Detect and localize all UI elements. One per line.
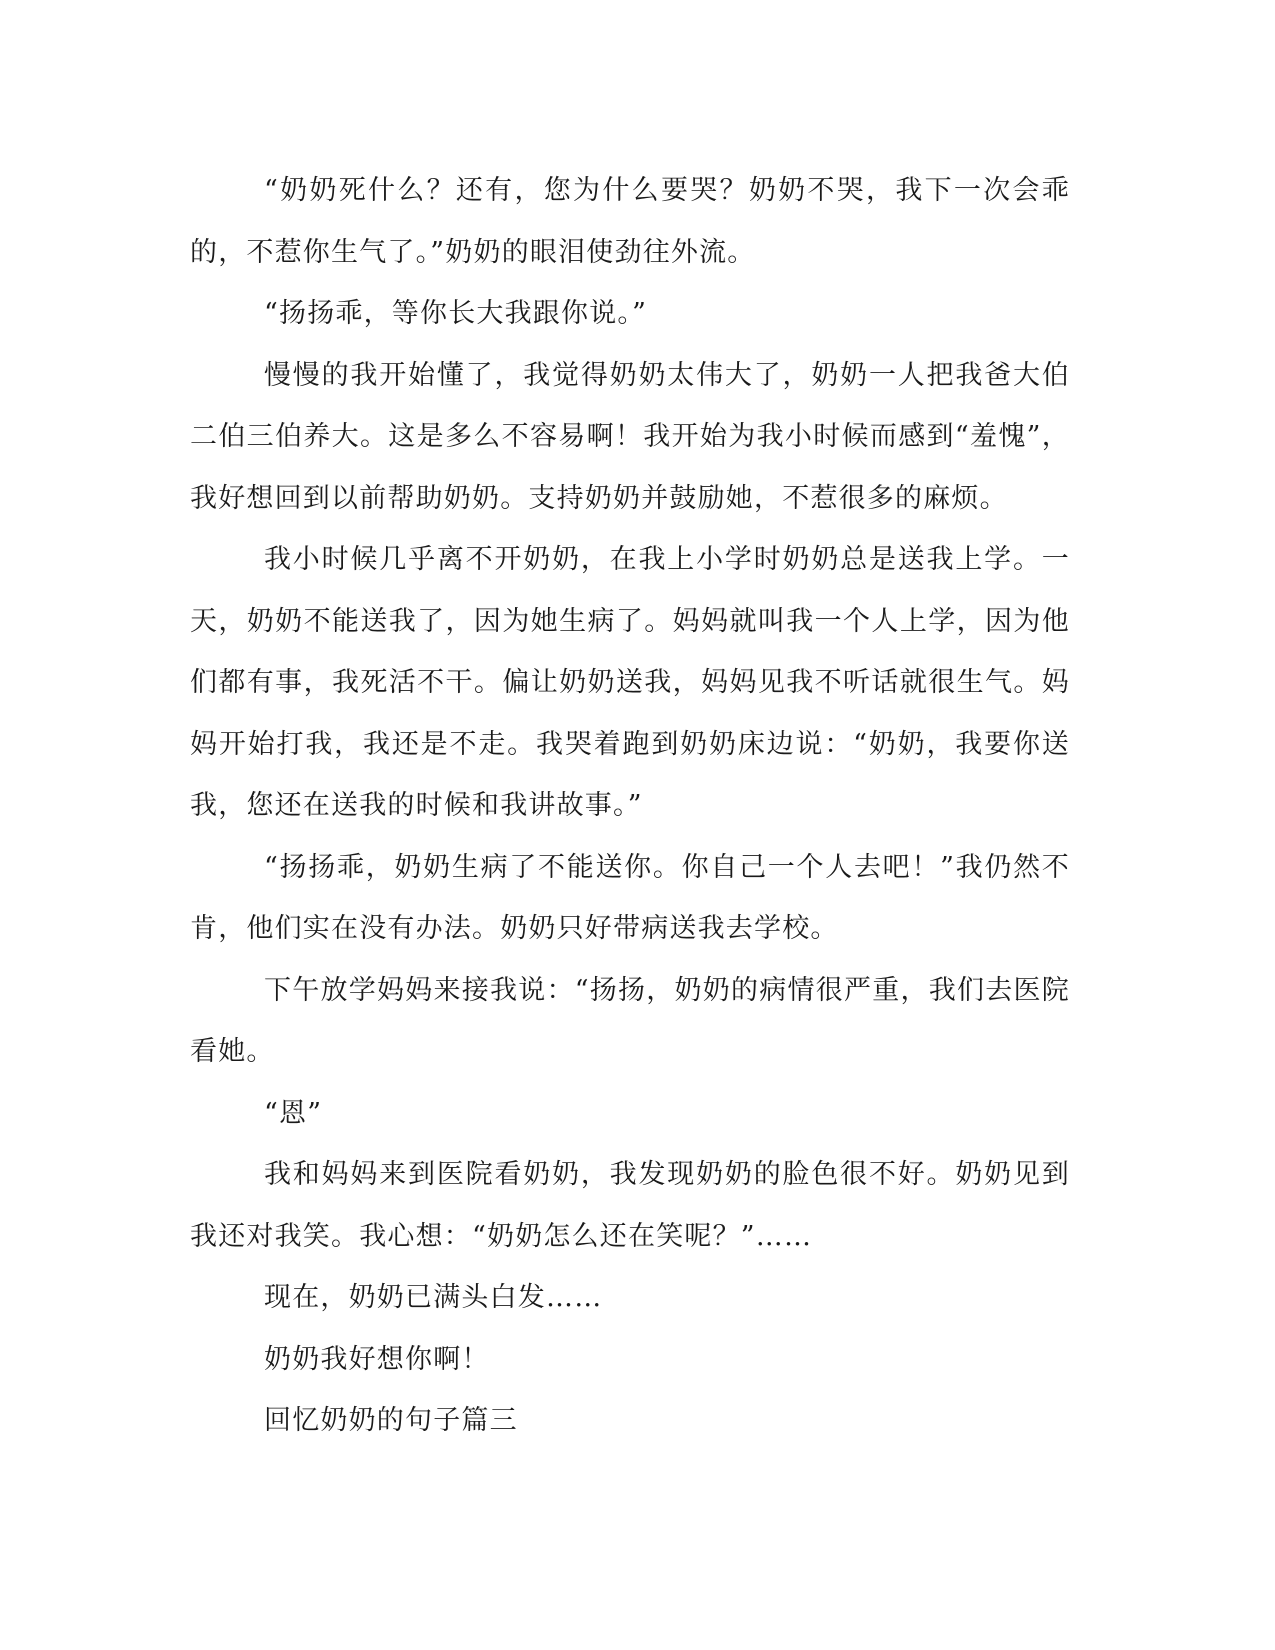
paragraph-5: “扬扬乖，奶奶生病了不能送你。你自己一个人去吧！”我仍然不肯，他们实在没有办法。奶奶只好带病送我去学校。 xyxy=(190,851,1070,944)
paragraph-4: 我小时候几乎离不开奶奶，在我上小学时奶奶总是送我上学。一天，奶奶不能送我了，因为她生病了。妈妈就叫我一个人上学，因为他们都有事，我死活不干。偏让奶奶送我，妈妈见我不听话就很生气。妈妈开始打我，我还是不走。我哭着跑到奶奶床边说：“奶奶，我要你送我，您还在送我的时候和我讲故事。” xyxy=(190,544,1070,821)
paragraph-9: 现在，奶奶已满头白发…… xyxy=(264,1282,603,1313)
section-heading: 回忆奶奶的句子篇三 xyxy=(264,1405,518,1436)
paragraph-3: 慢慢的我开始懂了，我觉得奶奶太伟大了，奶奶一人把我爸大伯二伯三伯养大。这是多么不容易啊！我开始为我小时候而感到“羞愧”，我好想回到以前帮助奶奶。支持奶奶并鼓励她，不惹很多的麻烦。 xyxy=(190,359,1070,514)
paragraph-7: “恩” xyxy=(264,1097,323,1129)
paragraph-8: 我和妈妈来到医院看奶奶，我发现奶奶的脸色很不好。奶奶见到我还对我笑。我心想：“奶奶怎么还在笑呢？”…… xyxy=(190,1159,1070,1252)
paragraph-2: “扬扬乖，等你长大我跟你说。” xyxy=(264,298,648,329)
paragraph-6: 下午放学妈妈来接我说：“扬扬，奶奶的病情很严重，我们去医院看她。 xyxy=(190,974,1070,1067)
paragraph-10: 奶奶我好想你啊！ xyxy=(264,1343,490,1375)
paragraph-1: “奶奶死什么？还有，您为什么要哭？奶奶不哭，我下一次会乖的，不惹你生气了。”奶奶的眼泪使劲往外流。 xyxy=(190,175,1070,268)
article-body xyxy=(190,160,1070,1452)
